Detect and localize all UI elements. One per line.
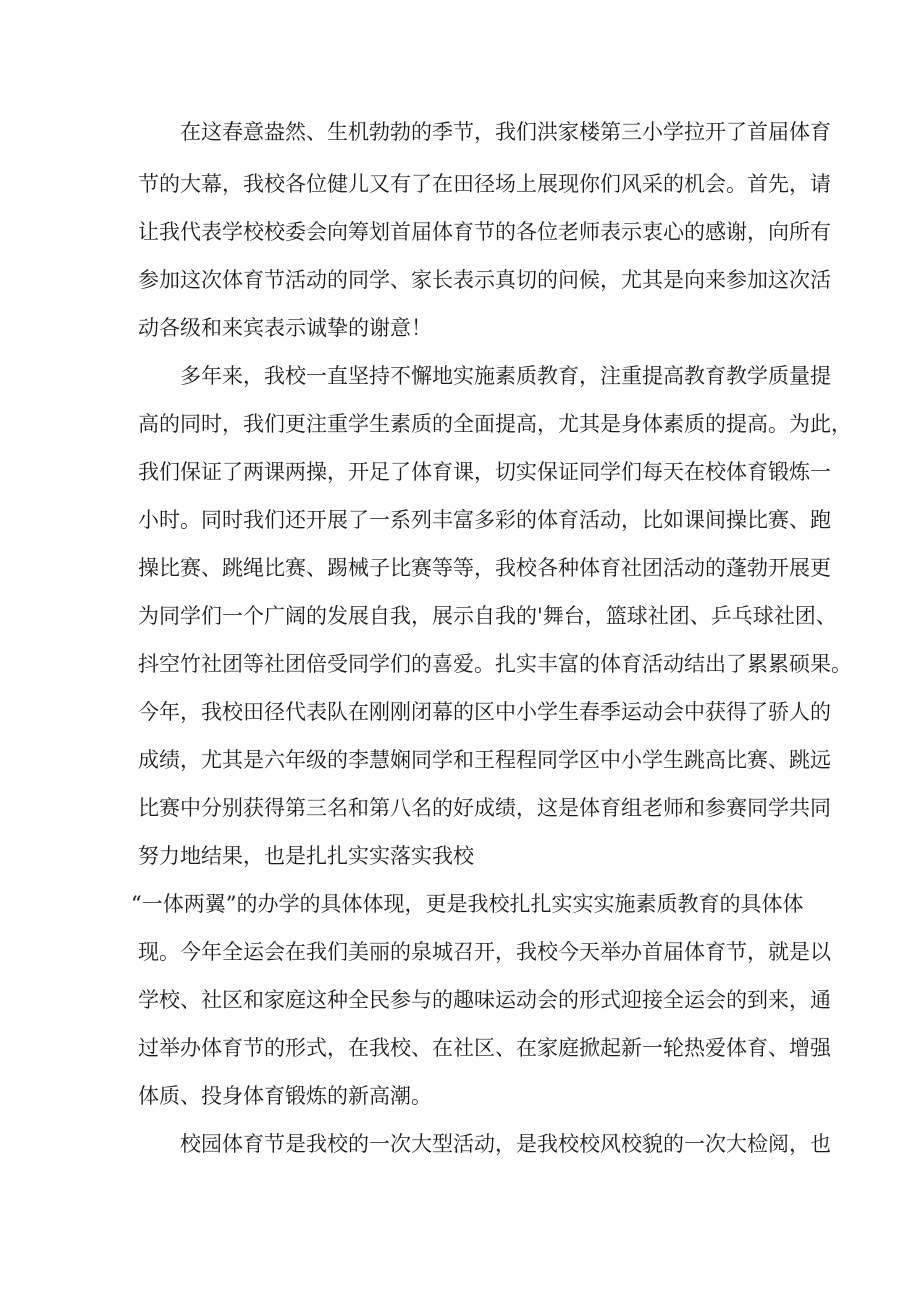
para1-line4: 参加这次体育节活动的同学、家长表示真切的问候，尤其是向来参加这次活 [138,268,831,292]
para1-line1: 在这春意盎然、生机勃勃的季节，我们洪家楼第三小学拉开了首届体育 [180,120,831,144]
para2-line2: 高的同时，我们更注重学生素质的全面提高，尤其是身体素质的提高。为此， [138,412,852,436]
para2-line1: 多年来，我校一直坚持不懈地实施素质教育，注重提高教育教学质量提 [180,364,831,388]
para2-line4: 小时。同时我们还开展了一系列丰富多彩的体育活动，比如课间操比赛、跑 [138,508,831,532]
para3-line3: 学校、社区和家庭这种全民参与的趣味运动会的形式迎接全运会的到来，通 [138,988,831,1012]
para4-line1: 校园体育节是我校的一次大型活动，是我校校风校貌的一次大检阅，也 [180,1132,831,1156]
para2-line8: 今年，我校田径代表队在刚刚闭幕的区中小学生春季运动会中获得了骄人的 [138,700,831,724]
para2-line6: 为同学们一个广阔的发展自我，展示自我的'舞台，篮球社团、乒乓球社团、 [138,604,837,628]
para1-line2: 节的大幕，我校各位健儿又有了在田径场上展现你们风采的机会。首先，请 [138,172,831,196]
para2-line3: 我们保证了两课两操，开足了体育课，切实保证同学们每天在校体育锻炼一 [138,460,831,484]
para3-line2: 现。今年全运会在我们美丽的泉城召开，我校今天举办首届体育节，就是以 [138,940,831,964]
para2-line5: 操比赛、跳绳比赛、踢械子比赛等等，我校各种体育社团活动的蓬勃开展更 [138,556,831,580]
para3-line5: 体质、投身体育锻炼的新高潮。 [138,1084,432,1108]
para1-line3: 让我代表学校校委会向筹划首届体育节的各位老师表示衷心的感谢，向所有 [138,220,831,244]
para3-line4: 过举办体育节的形式，在我校、在社区、在家庭掀起新一轮热爱体育、增强 [138,1036,831,1060]
para2-line10: 比赛中分别获得第三名和第八名的好成绩，这是体育组老师和参赛同学共同 [138,796,831,820]
para2-line7: 抖空竹社团等社团倍受同学们的喜爱。扎实丰富的体育活动结出了累累硕果。 [138,652,852,676]
para2-line11: 努力地结果，也是扎扎实实落实我校 [138,844,474,868]
para2-line9: 成绩，尤其是六年级的李慧娴同学和王程程同学区中小学生跳高比赛、跳远 [138,748,831,772]
para3-line1: “一体两翼”的办学的具体体现，更是我校扎扎实实实施素质教育的具体体 [131,892,804,916]
para1-line5: 动各级和来宾表示诚挚的谢意！ [138,316,432,340]
